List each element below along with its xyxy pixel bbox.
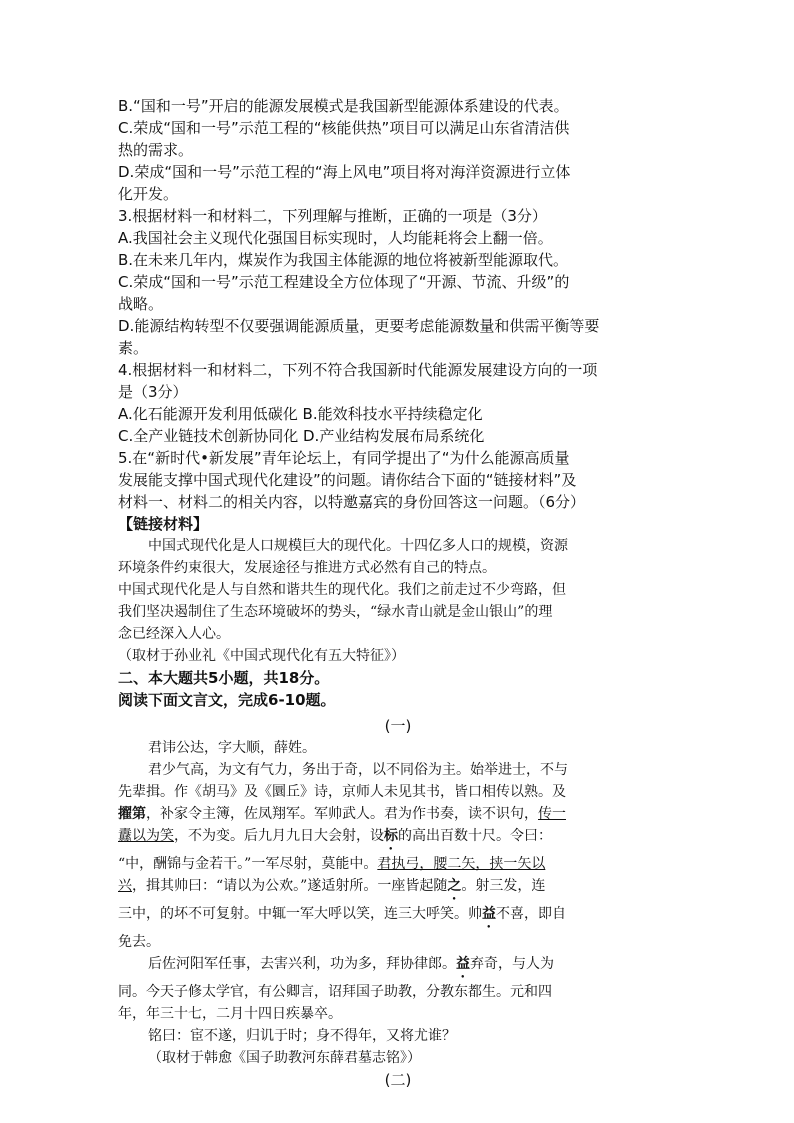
underlined-sentence-part2: 纛以为笑 (118, 828, 174, 844)
passage1-p3-line1 (118, 953, 678, 981)
text-span: ，不为变。后九月九日大会射，设 (174, 828, 384, 844)
q2-option-c-line2: 热的需求。 (118, 141, 194, 159)
dotted-term-zhi: 之 (447, 878, 462, 894)
passage1-p1: 君讳公达，字大顺，薛姓。 (148, 740, 316, 756)
text-span: 后佐河阳军任事，去害兴利，功为多，拜协律郎。 (148, 956, 456, 972)
link-material-p2-line2: 我们坚决遏制住了生态环境破坏的势头，“绿水青山就是金山银山”的理 (118, 604, 553, 620)
passage2-label: (二) (384, 1071, 412, 1089)
q3-option-c-line2: 战略。 (118, 295, 164, 313)
underlined-sentence-2-part2: 兴 (118, 878, 132, 894)
passage1-p2-line2: 先辈揖。作《胡马》及《圜丘》诗，京师人未见其书，皆口相传以熟。及 (118, 784, 566, 800)
link-material-source: （取材于孙业礼《中国式现代化有五大特征》） (118, 648, 405, 664)
link-material-p2-line1: 中国式现代化是人与自然和谐共生的现代化。我们之前走过不少弯路，但 (118, 582, 566, 598)
dotted-term-yi: 益 (482, 906, 496, 922)
dotted-term-yi-2: 益 (456, 956, 470, 972)
text-span: ，补家令主簿，佐凤翔军。军帅武人。君为作书奏，读不识句， (146, 806, 538, 822)
q5-line3: 材料一、材料二的相关内容，以特邀嘉宾的身份回答这一问题。（6分） (118, 493, 586, 511)
section2-heading: 二、本大题共5小题，共18分。 (118, 669, 330, 687)
underlined-sentence-part1: 传一 (538, 806, 566, 822)
link-material-p1-line2: 环境条件约束很大，发展途径与推进方式必然有自己的特点。 (118, 560, 496, 576)
q3-option-d-line2: 素。 (118, 339, 149, 357)
text-span: ，揖其帅曰：“请以为公欢。”遂适射所。一座皆起随 (132, 878, 448, 894)
q2-option-c-line1: C.荣成“国和一号”示范工程的“核能供热”项目可以满足山东省清洁供 (118, 119, 570, 137)
passage1-p2-line1: 君少气高，为文有气力，务出于奇，以不同俗为主。始举进士，不与 (148, 762, 568, 778)
link-material-p1-line1: 中国式现代化是人口规模巨大的现代化。十四亿多人口的规模，资源 (148, 538, 568, 554)
q5-line1: 5.在“新时代•新发展”青年论坛上，有同学提出了“为什么能源高质量 (118, 449, 570, 467)
q3-option-d-line1: D.能源结构转型不仅要强调能源质量，更要考虑能源数量和供需平衡等要 (118, 317, 600, 335)
link-material-p2-line3: 念已经深入人心。 (118, 626, 230, 642)
q4-options-ab: A.化石能源开发利用低碳化 B.能效科技水平持续稳定化 (118, 405, 483, 423)
text-span: 不喜，即自 (496, 906, 566, 922)
passage1-label: (一) (384, 717, 412, 735)
passage1-p2-line6 (118, 875, 678, 903)
text-span: 。射三发，连 (461, 878, 546, 894)
text-span: “中，酬锦与金若干。”一军尽射，莫能中。 (118, 856, 378, 872)
q3-option-b: B.在未来几年内，煤炭作为我国主体能源的地位将被新型能源取代。 (118, 251, 569, 269)
link-material-title: 【链接材料】 (118, 515, 209, 533)
passage1-p3-line2: 同。今天子修太学官，有公卿言，诏拜国子助教，分教东都生。元和四 (118, 984, 552, 1000)
q3-option-a: A.我国社会主义现代化强国目标实现时，人均能耗将会上翻一倍。 (118, 229, 553, 247)
term-zhuodi: 擢第 (118, 806, 146, 822)
passage1-p2-line5 (118, 853, 678, 875)
text-span: 三中，的坏不可复射。中辄一军大呼以笑，连三大呼笑。帅 (118, 906, 482, 922)
text-span: 弃奇，与人为 (470, 956, 554, 972)
document-content (118, 95, 678, 1091)
passage1-source: （取材于韩愈《国子助教河东薛君墓志铭》） (148, 1050, 421, 1066)
text-span: 的高出百数十尺。令曰： (398, 828, 552, 844)
passage1-p2-line3 (118, 803, 678, 825)
passage1-p2-line8: 免去。 (118, 934, 160, 950)
q4-options-cd: C.全产业链技术创新协同化 D.产业结构发展布局系统化 (118, 427, 485, 445)
passage1-p2-line4 (118, 825, 678, 853)
q2-option-d-line2: 化开发。 (118, 185, 179, 203)
dotted-term-biao: 标 (384, 828, 398, 844)
passage1-p2-line7 (118, 903, 678, 931)
q5-line2: 发展能支撑中国式现代化建设”的问题。请你结合下面的“链接材料”及 (118, 471, 577, 489)
underlined-sentence-2-part1: 君执弓，腰二矢，挟一矢以 (377, 856, 546, 872)
passage1-p3-line3: 年，年三十七，二月十四日疾暴卒。 (118, 1006, 342, 1022)
q3-stem: 3.根据材料一和材料二，下列理解与推断，正确的一项是（3分） (118, 207, 547, 225)
passage1-inscription: 铭曰：宦不遂，归讥于时；身不得年，又将尤谁？ (148, 1028, 456, 1044)
q2-option-d-line1: D.荣成“国和一号”示范工程的“海上风电”项目将对海洋资源进行立体 (118, 163, 571, 181)
section2-instruction: 阅读下面文言文，完成6-10题。 (118, 691, 336, 709)
q2-option-b: B.“国和一号”开启的能源发展模式是我国新型能源体系建设的代表。 (118, 97, 569, 115)
q4-stem-line1: 4.根据材料一和材料二，下列不符合我国新时代能源发展建设方向的一项 (118, 361, 598, 379)
q3-option-c-line1: C.荣成“国和一号”示范工程建设全方位体现了“开源、节流、升级”的 (118, 273, 570, 291)
q4-stem-line2: 是（3分） (118, 383, 188, 401)
